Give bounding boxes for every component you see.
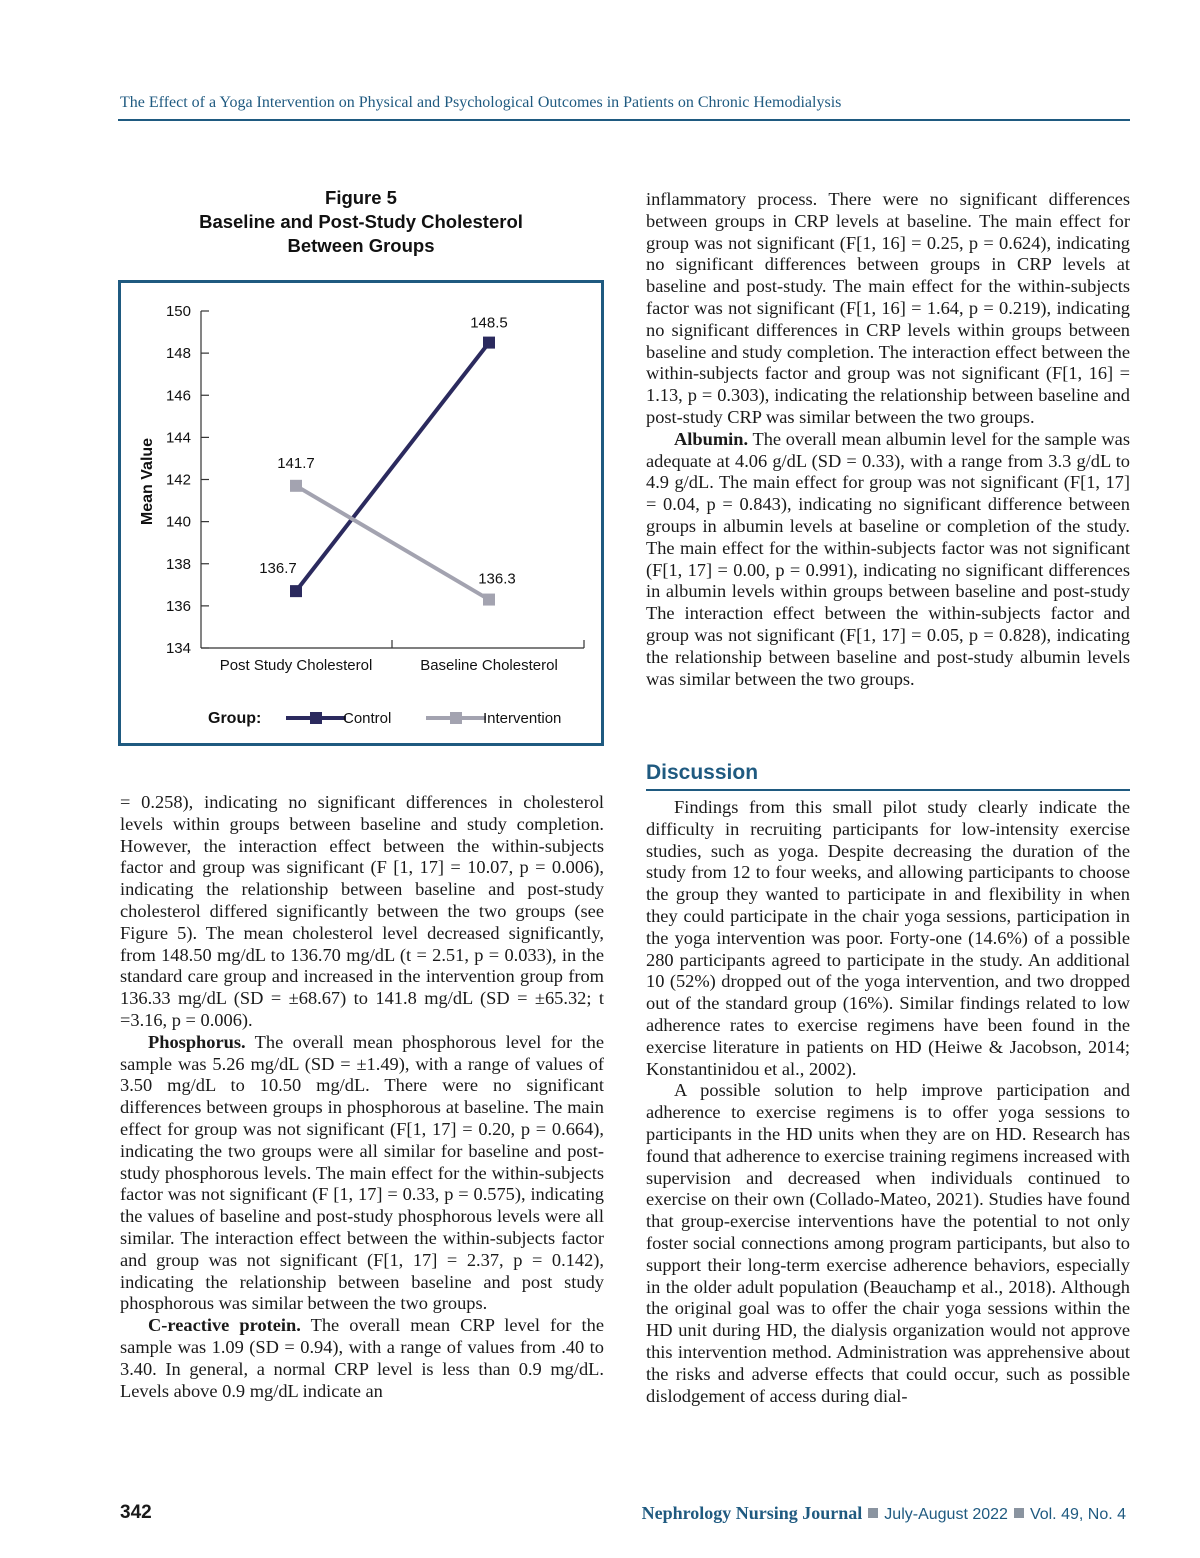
- data-point-control: [290, 585, 302, 597]
- y-tick-label: 148: [165, 345, 191, 363]
- discussion-paragraph: A possible solution to help improve participation and adherence to exercise regimens is to offer yoga sessions to participants in the HD units when they are on HD. Research has found that adherence to exercise training regimens increased with supervision and decreased when individuals continued to exercise on their own (Collado-Mateo, 2021). Studies have found that group-exercise interventions have the potential to not only foster social connections among program participants, but also to support their long-term exercise adherence behaviors, especially in the older adult population (Beauchamp et al., 2018). Although the original goal was to offer the chair yoga sessions within the HD unit during HD, the dialysis organization would not approve this intervention method. Administration was apprehensive about the risks and adverse effects that could occur, such as possible dislodgement of access during dial-: [646, 1080, 1130, 1406]
- journal-volume: Vol. 49, No. 4: [1029, 1506, 1126, 1523]
- running-head: The Effect of a Yoga Intervention on Physical and Psychological Outcomes in Patients on Chronic Hemodialysis: [120, 94, 842, 111]
- discussion-paragraph: Findings from this small pilot study clearly indicate the difficulty in recruiting participants for low-intensity exercise studies, such as yoga. Despite decreasing the duration of the study from 12 to four weeks, and allowing participants to choose the group they wanted to participate in and flexibility in when they could participate in the chair yoga sessions, participation in the yoga intervention was poor. Forty-one (14.6%) of a possible 280 participants agreed to participate in the study. An additional 10 (52%) dropped out of the yoga intervention, and two dropped out of the standard group (16%). Similar findings related to low adherence rates to exercise regimens have been found in the exercise literature in patients on HD (Heiwe & Jacobson, 2014; Konstantinidou et al., 2002).: [646, 797, 1130, 1079]
- left-column-paragraph: C-reactive protein. The overall mean CRP level for the sample was 1.09 (SD = 0.94), with a range of values from .40 to 3.40. In general, a normal CRP level is less than 0.9 mg/dL. Levels above 0.9 mg/dL indicate an: [120, 1315, 605, 1401]
- y-tick-label: 144: [165, 429, 191, 447]
- y-tick-label: 140: [165, 513, 191, 531]
- data-point-intervention: [483, 594, 495, 606]
- cholesterol-line-chart: [121, 283, 601, 743]
- figure-title-line1: Baseline and Post-Study Cholesterol: [199, 211, 523, 232]
- figure-caption: [118, 186, 604, 258]
- figure-label: Figure 5: [325, 187, 397, 208]
- data-label: 141.7: [277, 454, 315, 472]
- discussion-rule: [646, 789, 1130, 791]
- right-column-paragraph: inflammatory process. There were no significant differences between groups in CRP levels at baseline. The main effect for group was not significant (F[1, 16] = 0.25, p = 0.624), indicating no significant differences between groups in CRP levels at baseline and post-study. The main effect for the within-subjects factor was not significant (F[1, 16] = 1.64, p = 0.219), indicating no significant differences in CRP levels within groups between baseline and study completion. The interaction effect between the within-subjects factor and group was not significant (F[1, 16] = 1.13, p = 0.303), indicating the relationship between baseline and post-study CRP was similar between the two groups.: [646, 189, 1130, 427]
- series-line-control: [296, 343, 489, 592]
- data-point-control: [483, 337, 495, 349]
- separator-square-icon: [1014, 1508, 1024, 1518]
- discussion-text: [646, 797, 1130, 1407]
- y-tick-label: 146: [165, 387, 191, 405]
- right-column-run-in-heading: Albumin.: [674, 428, 749, 449]
- data-label: 136.7: [259, 560, 297, 578]
- right-column-paragraph: Albumin. The overall mean albumin level for the sample was adequate at 4.06 g/dL (SD = 0.33), with a range from 3.3 g/dL to 4.9 g/dL. The main effect for group was not significant (F[1, 17] = 0.04, p = 0.843), indicating no significant difference between groups in albumin levels at baseline or completion of the study. The main effect for the within-subjects factor was not significant (F[1, 17] = 0.00, p = 0.991), indicating no significant differences in albumin levels within groups between baseline and post-study The interaction effect between the within-subjects factor and group was not significant (F[1, 17] = 0.05, p = 0.828), indicating the relationship between baseline and post-study albumin levels was similar between the two groups.: [646, 428, 1130, 689]
- journal-footer: [642, 1503, 1126, 1524]
- data-point-intervention: [290, 480, 302, 492]
- series-line-intervention: [296, 486, 489, 600]
- journal-issue: July-August 2022: [884, 1506, 1008, 1523]
- data-label: 148.5: [470, 314, 508, 332]
- legend-label: Control: [343, 710, 392, 727]
- y-tick-label: 142: [165, 471, 191, 489]
- left-column-paragraph: = 0.258), indicating no significant differences in cholesterol levels within groups between baseline and study completion. However, the interaction effect between the within-subjects factor and group was significant (F [1, 17] = 10.07, p = 0.006), indicating the relationship between baseline and post-study cholesterol differed significantly between the two groups (see Figure 5). The mean cholesterol level decreased significantly, from 148.50 mg/dL to 136.70 mg/dL (t = 2.51, p = 0.033), in the standard care group and increased in the intervention group from 136.33 mg/dL (SD = ±68.67) to 141.8 mg/dL (SD = ±65.32; t =3.16, p = 0.006).: [120, 792, 604, 1030]
- data-label: 136.3: [478, 570, 516, 588]
- legend-label: Intervention: [483, 710, 562, 727]
- journal-name: Nephrology Nursing Journal: [641, 1503, 863, 1523]
- legend-title: Group:: [208, 710, 262, 727]
- figure-chart-frame: [118, 280, 604, 746]
- left-column-text: [120, 792, 604, 1402]
- discussion-heading: Discussion: [646, 761, 759, 784]
- left-column-run-in-heading: Phosphorus.: [148, 1031, 246, 1052]
- y-axis-title: Mean Value: [139, 437, 156, 526]
- y-tick-label: 150: [165, 303, 191, 320]
- separator-square-icon: [868, 1508, 878, 1518]
- y-tick-label: 138: [165, 555, 191, 573]
- y-tick-label: 134: [165, 640, 191, 657]
- legend-swatch-marker: [310, 712, 322, 724]
- left-column-run-in-heading: C-reactive protein.: [148, 1315, 301, 1336]
- right-column-text: [646, 189, 1130, 690]
- y-tick-label: 136: [165, 597, 191, 615]
- x-category-label: Post Study Cholesterol: [219, 657, 373, 674]
- page-number: 342: [120, 1502, 152, 1523]
- left-column-paragraph: Phosphorus. The overall mean phosphorous level for the sample was 5.26 mg/dL (SD = ±1.49), with a range of values of 3.50 mg/dL to 10.50 mg/dL. There were no significant differences between groups in phosphorous at baseline. The main effect for group was not significant (F[1, 17] = 0.20, p = 0.664), indicating the two groups were all similar for baseline and post-study phosphorous levels. The main effect for the within-subjects factor was not significant (F [1, 17] = 0.33, p = 0.575), indicating the values of baseline and post-study phosphorous levels were all similar. The interaction effect between the within-subjects factor and group was not significant (F[1, 17] = 2.37, p = 0.142), indicating the relationship between baseline and post study phosphorous was similar between the two groups.: [120, 1031, 604, 1314]
- figure-title-line2: Between Groups: [287, 235, 435, 256]
- legend-swatch-marker: [450, 712, 462, 724]
- header-rule: [118, 119, 1130, 121]
- x-category-label: Baseline Cholesterol: [420, 657, 558, 674]
